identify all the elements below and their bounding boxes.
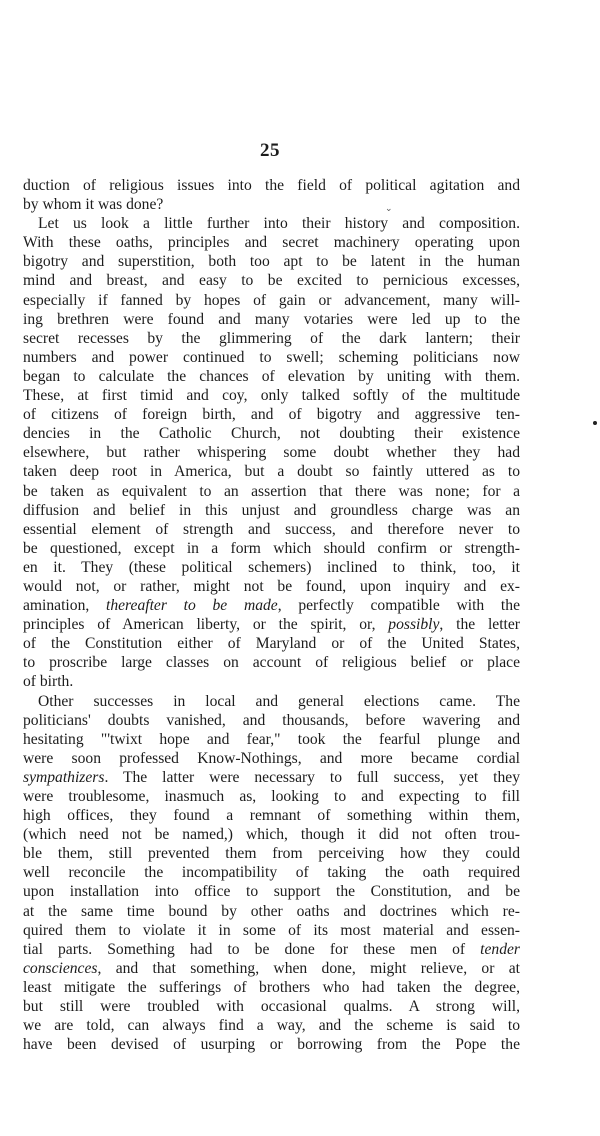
text-line: have been devised of usurping or borrowing from the Pope the xyxy=(23,1036,520,1054)
text-line: elsewhere, but rather whispering some doubt whether they had xyxy=(23,444,520,462)
body-text xyxy=(23,176,520,1054)
text-line: we are told, can always find a way, and the scheme is said to xyxy=(23,1017,520,1035)
text-line: tial parts. Something had to be done for these men of tender xyxy=(23,940,520,958)
text-line: of birth. xyxy=(23,673,74,691)
text-line: be questioned, except in a form which should confirm or strength- xyxy=(23,539,520,557)
text-line: would not, or rather, might not be found, upon inquiry and ex- xyxy=(23,577,520,595)
text-line: taken deep root in America, but a doubt so faintly uttered as to xyxy=(23,463,520,481)
scan-dot-mark xyxy=(593,421,597,425)
text-line: principles of American liberty, or the spirit, or, possibly, the letter xyxy=(23,616,520,634)
text-line: of citizens of foreign birth, and of bigotry and aggressive ten- xyxy=(23,406,520,424)
text-line: These, at first timid and coy, only talked softly of the multitude xyxy=(23,387,520,405)
scan-speck-mark: ⌄ xyxy=(385,203,393,213)
text-line: ing brethren were found and many votaries were led up to the xyxy=(23,310,520,328)
text-line: of the Constitution either of Maryland or of the United States, xyxy=(23,635,520,653)
text-line: well reconcile the incompatibility of taking the oath required xyxy=(23,864,520,882)
text-line: quired them to violate it in some of its most material and essen- xyxy=(23,921,520,939)
text-line: were troublesome, inasmuch as, looking to and expecting to fill xyxy=(23,788,520,805)
text-line: dencies in the Catholic Church, not doubting their existence xyxy=(23,425,520,443)
text-line: hesitating "'twixt hope and fear," took the fearful plunge and xyxy=(23,730,520,748)
text-line: ble them, still prevented them from perceiving how they could xyxy=(23,845,520,863)
text-line: Other successes in local and general elections came. The xyxy=(38,692,520,710)
text-line: but still were troubled with occasional qualms. A strong will, xyxy=(23,998,520,1016)
text-line: began to calculate the chances of elevation by uniting with them. xyxy=(23,367,520,385)
text-line: bigotry and superstition, both too apt to be latent in the human xyxy=(23,253,520,271)
text-line: amination, thereafter to be made, perfectly compatible with the xyxy=(23,597,520,615)
text-line: duction of religious issues into the field of political agitation and xyxy=(23,177,520,194)
text-line: by whom it was done? xyxy=(23,196,164,214)
text-line: high offices, they found a remnant of something within them, xyxy=(23,807,520,825)
text-line: sympathizers. The latter were necessary to full success, yet they xyxy=(23,768,520,786)
text-line: upon installation into office to support the Constitution, and be xyxy=(23,883,520,901)
text-line: secret recesses by the glimmering of the dark lantern; their xyxy=(23,329,520,347)
text-line: Let us look a little further into their history and composition. xyxy=(38,215,520,233)
text-line: were soon professed Know-Nothings, and more became cordial xyxy=(23,749,520,767)
text-line: essential element of strength and success, and therefore never to xyxy=(23,520,520,538)
text-line: least mitigate the sufferings of brothers who had taken the degree, xyxy=(23,978,520,996)
text-line: to proscribe large classes on account of religious belief or place xyxy=(23,654,520,672)
text-line: diffusion and belief in this unjust and groundless charge was an xyxy=(23,501,520,519)
text-line: be taken as equivalent to an assertion that there was none; for a xyxy=(23,482,520,500)
text-line: en it. They (these political schemers) inclined to think, too, it xyxy=(23,558,520,576)
text-line: mind and breast, and easy to be excited to pernicious excesses, xyxy=(23,272,520,290)
text-line: With these oaths, principles and secret machinery operating upon xyxy=(23,234,520,252)
page-number: 25 xyxy=(260,140,280,161)
text-line: consciences, and that something, when done, might relieve, or at xyxy=(23,959,520,977)
text-line: at the same time bound by other oaths and doctrines which re- xyxy=(23,902,520,920)
text-line: numbers and power continued to swell; scheming politicians now xyxy=(23,348,520,366)
text-line: especially if fanned by hopes of gain or advancement, many will- xyxy=(23,291,520,309)
text-line: politicians' doubts vanished, and thousands, before wavering and xyxy=(23,711,520,729)
text-line: (which need not be named,) which, though it did not often trou- xyxy=(23,826,520,844)
